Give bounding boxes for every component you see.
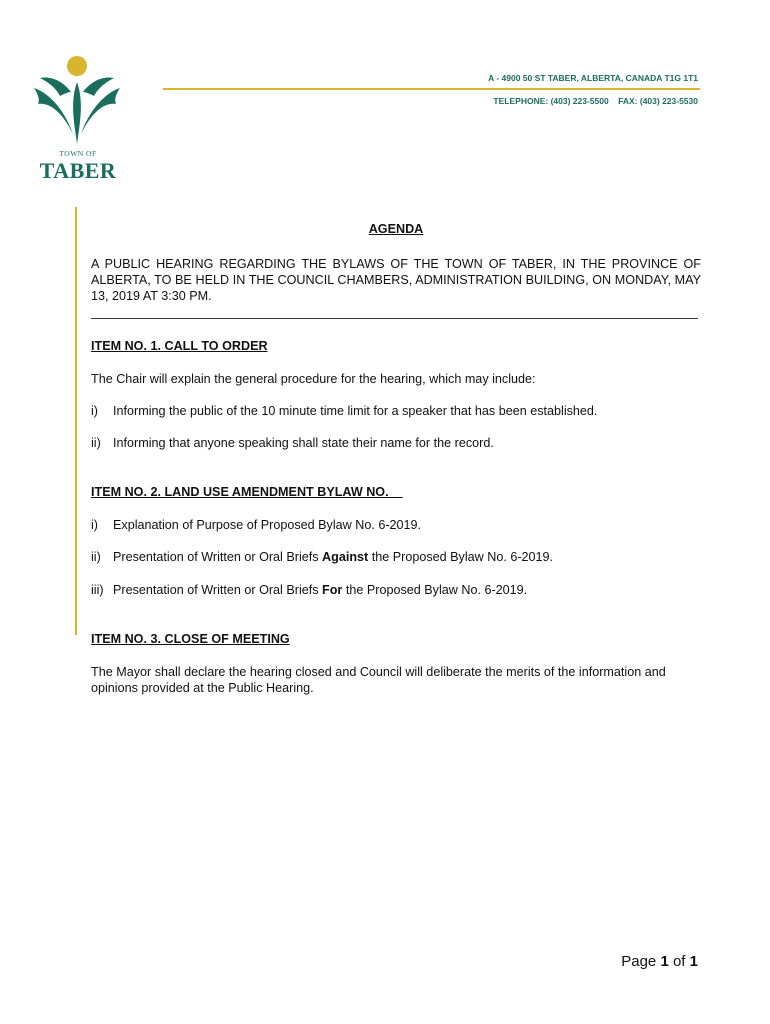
item-3-text: The Mayor shall declare the hearing closed and Council will deliberate the merits of the information and opinions provided at the Public Hearing. bbox=[91, 665, 666, 695]
point-marker: i) bbox=[91, 404, 98, 418]
item-2-point-2 bbox=[91, 549, 701, 565]
item-2-point-1 bbox=[91, 517, 701, 533]
header-phone: TELEPHONE: (403) 223-5500 FAX: (403) 223-5530 bbox=[493, 96, 698, 106]
point-marker: ii) bbox=[91, 436, 101, 450]
point-text: Informing the public of the 10 minute time limit for a speaker that has been established. bbox=[113, 404, 598, 418]
logo-town-name: TABER bbox=[39, 158, 117, 183]
point-text-post: the Proposed Bylaw No. 6-2019. bbox=[368, 550, 554, 564]
item-2-point-3 bbox=[91, 582, 701, 598]
item-1-point-2 bbox=[91, 435, 701, 451]
point-marker: iii) bbox=[91, 583, 104, 597]
header-divider bbox=[163, 88, 700, 90]
item-3-heading: ITEM NO. 3. CLOSE OF MEETING bbox=[91, 632, 290, 646]
page-total: 1 bbox=[689, 953, 698, 970]
point-text-emphasis: For bbox=[322, 583, 343, 597]
taber-emblem-icon bbox=[30, 52, 126, 147]
page-number bbox=[621, 953, 698, 970]
point-marker: i) bbox=[91, 518, 98, 532]
point-text-pre: Presentation of Written or Oral Briefs bbox=[113, 550, 323, 564]
logo-town-of: TOWN OF bbox=[59, 149, 97, 158]
point-text-emphasis: Against bbox=[322, 550, 369, 564]
page-label: Page bbox=[621, 953, 657, 970]
agenda-title: AGENDA bbox=[368, 222, 424, 236]
page-current: 1 bbox=[660, 953, 669, 970]
item-2-heading: ITEM NO. 2. LAND USE AMENDMENT BYLAW NO. bbox=[91, 485, 403, 499]
point-text-pre: Presentation of Written or Oral Briefs bbox=[113, 583, 323, 597]
point-text: Informing that anyone speaking shall state their name for the record. bbox=[113, 436, 494, 450]
side-accent-rule bbox=[75, 207, 77, 635]
point-marker: ii) bbox=[91, 550, 101, 564]
intro-divider bbox=[91, 318, 698, 319]
agenda-intro: A PUBLIC HEARING REGARDING THE BYLAWS OF THE TOWN OF TABER, IN THE PROVINCE OF ALBERTA, TO BE HELD IN THE COUNCIL CHAMBERS, ADMINISTRATION BUILDING, ON MONDAY, MAY 13, 2019 AT 3:30 PM. bbox=[91, 257, 701, 303]
item-1-point-1 bbox=[91, 403, 701, 419]
page-of: of bbox=[672, 953, 686, 970]
point-text-post: the Proposed Bylaw No. 6-2019. bbox=[342, 583, 528, 597]
item-1-heading: ITEM NO. 1. CALL TO ORDER bbox=[91, 339, 268, 353]
point-text: Explanation of Purpose of Proposed Bylaw No. 6-2019. bbox=[113, 518, 422, 532]
header-address: A - 4900 50 ST TABER, ALBERTA, CANADA T1G 1T1 bbox=[488, 73, 698, 83]
town-logo bbox=[30, 52, 126, 187]
item-1-text: The Chair will explain the general procedure for the hearing, which may include: bbox=[91, 372, 536, 386]
